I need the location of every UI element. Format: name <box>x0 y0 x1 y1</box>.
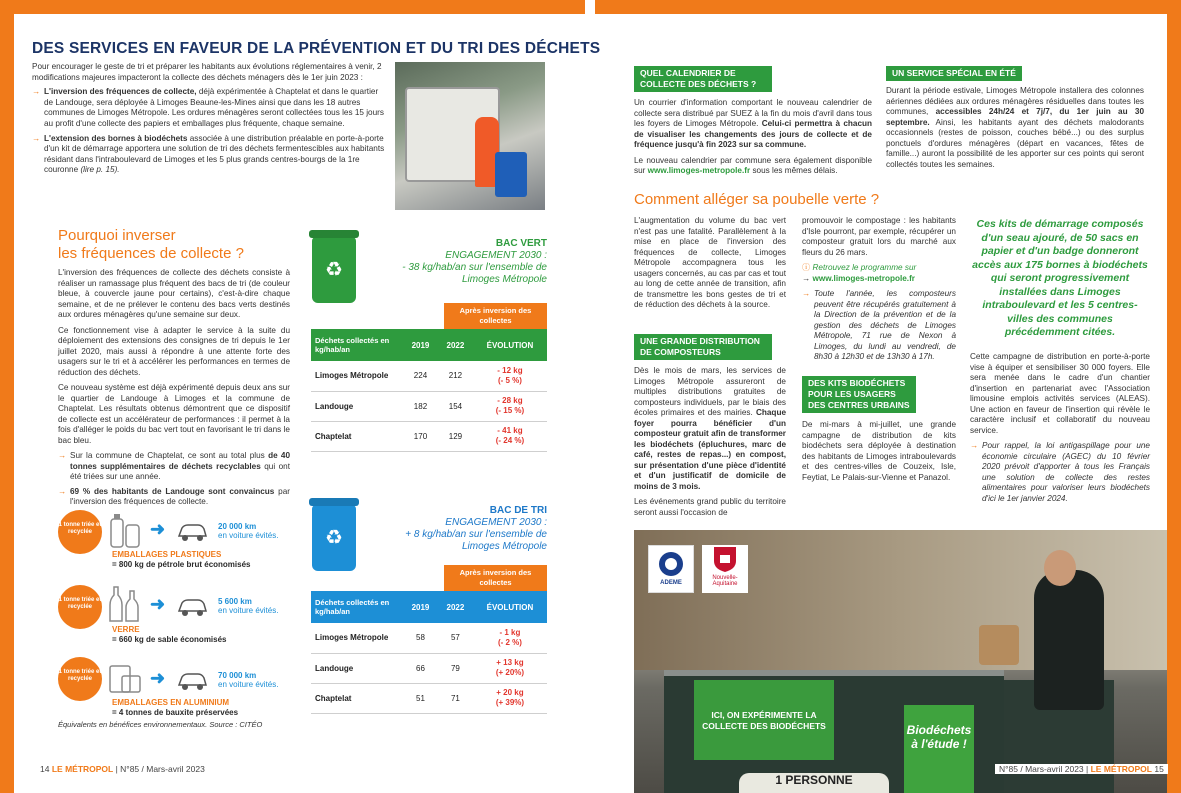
blue-engagement-target: + 8 kg/hab/an sur l'ensemble de Limoges Métropole <box>405 529 547 552</box>
program-label: Retrouvez le programme sur <box>812 263 917 272</box>
table-row <box>311 653 547 683</box>
photo-collection-truck <box>395 62 545 210</box>
aluminium-can-icon <box>108 660 142 698</box>
pull-quote: Ces kits de démarrage composés d'un seau ajouré, de 50 sacs en papier et d'un badge donneront accès aux 175 bornes à biodéchets qui seront progressivement installées dans Limoges intraboulevard et les 5 centres-villes des communes précédemment citées. <box>972 218 1148 338</box>
row-2022: 212 <box>448 371 463 381</box>
row-evolution <box>473 391 547 421</box>
km-avoided <box>218 522 278 540</box>
green-after-header: Après inversion des collectes <box>444 303 547 330</box>
calendar-body <box>634 98 872 182</box>
table-row <box>311 361 547 391</box>
tonne-badge: 1 tonne triée et recyclée <box>58 657 102 701</box>
green-bin-name: BAC VERT <box>495 238 547 249</box>
row-evolution <box>473 361 547 391</box>
col-header-2022: 2022 <box>446 340 465 350</box>
biodechets-sign: Biodéchets à l'étude ! <box>904 705 974 793</box>
km-value: 5 600 km <box>218 597 252 606</box>
row-evolution <box>473 683 547 713</box>
magazine-name: LE MÉTROPOL <box>1090 764 1152 774</box>
blue-after-header: Après inversion des collectes <box>444 565 547 592</box>
intro-paragraph: Pour encourager le geste de tri et préparer les habitants aux évolutions réglementaires à venir, 2 modifications majeures impacteront la collecte des déchets ménagers dès le 1er juin 2023 : <box>32 62 382 82</box>
composteur-info <box>802 289 956 363</box>
col1-p2-bold: Chaque foyer pourra bénéficier d'un composteur gratuit afin de transformer les biodéchets (épluchures, marc de café, restes de repas...) en compost, sur présentation d'une pièce d'identité et d'un justificatif de domicile de moins de 3 mois. <box>634 408 786 491</box>
page-title: DES SERVICES EN FAVEUR DE LA PRÉVENTION ET DU TRI DES DÉCHETS <box>32 40 601 57</box>
column-1 <box>634 216 786 316</box>
equivalence-label <box>112 698 238 718</box>
col3-paragraph-1: Cette campagne de distribution en porte-à-porte vise à équiper et sensibiliser 30 000 foyers. Elle sera menée dans le cadre d'un chantier d'insertion en partenariat avec l'Association limousine emplois activités services (ALEAS). Une action en faveur de l'insertion qui révèle le caractère inclusif et collaboratif du nouveau service. <box>970 352 1150 435</box>
program-link[interactable]: www.limoges-metropole.fr <box>812 273 915 283</box>
col1-paragraph-2 <box>634 366 786 492</box>
page-number: 14 <box>40 764 50 774</box>
row-name: Chaptelat <box>315 431 352 441</box>
evo-kg: - 12 kg <box>497 365 523 375</box>
col-header-category: Déchets collectés en kg/hab/an <box>315 598 390 616</box>
paragraph-3: Ce nouveau système est déjà expérimenté depuis deux ans sur le quartier de Landouge à Limoges et la commune de Chaptelat. Les résultats obtenus démontrent que ce dispositif de collecte est un accélérateur de performances : il permet à la fois d'alléger le poids du bac vert tout en favorisant le tri dans le bac bleu. <box>58 383 290 445</box>
blue-engagement-label: ENGAGEMENT 2030 : <box>445 517 547 528</box>
equivalence-label <box>112 625 227 645</box>
person-head <box>1044 550 1076 586</box>
program-line: ⓘ Retrouvez le programme sur → www.limoges-metropole.fr <box>802 263 917 283</box>
evo-kg: + 13 kg <box>496 658 524 667</box>
col2-paragraph-1: promouvoir le compostage : les habitants d'Isle pourront, par exemple, récupérer un composteur gratuit lors du marché aux fleurs du 26 mars. <box>802 216 956 257</box>
row-2019: 51 <box>416 693 425 703</box>
tag-composteurs: UNE GRANDE DISTRIBUTION DE COMPOSTEURS <box>634 334 772 360</box>
car-icon <box>176 521 208 543</box>
col-header-2022: 2022 <box>446 602 465 612</box>
calendar-paragraph-1 <box>634 98 872 151</box>
summer-body <box>886 86 1144 175</box>
col-header-2019: 2019 <box>411 340 430 350</box>
row-2022: 79 <box>450 663 460 673</box>
intro-bullet-2-bold: L'extension des bornes à biodéchets <box>44 133 188 143</box>
calendar-p2-b: sous les mêmes délais. <box>752 166 838 175</box>
km-avoided <box>218 597 278 615</box>
column-2 <box>802 216 956 367</box>
evo-pct: (- 2 %) <box>497 637 522 647</box>
summer-p2: Ainsi, les habitants ayant des déchets malodorants occasionnels (restes de poisson, couches bébé...) ou des surplus ponctuels d'ordures ménagères (départ en vacances, fêtes de famille...) auront la possibilité de les apporter sur ces points qui seront collectés toutes les semaines. <box>886 117 1145 169</box>
summer-paragraph <box>886 86 1144 170</box>
folio-left: 14 LE MÉTROPOL | N°85 / Mars-avril 2023 <box>40 764 205 774</box>
result-bullet-2-a: 69 % des habitants de Landouge sont convaincus <box>70 486 275 496</box>
arrow-right-icon: ➜ <box>150 668 166 688</box>
equivalent: = 800 kg de pétrole brut économisés <box>112 560 251 569</box>
nouvelle-aquitaine-logo <box>702 545 748 593</box>
row-evolution <box>473 421 547 451</box>
page-gutter <box>585 0 595 793</box>
folio-right: N°85 / Mars-avril 2023 | LE MÉTROPOL 15 <box>995 764 1168 774</box>
paper-bag <box>979 625 1019 665</box>
section-title-line-2: les fréquences de collecte ? <box>58 245 244 262</box>
col1-paragraph-3: Les événements grand public du territoire seront aussi l'occasion de <box>634 497 786 517</box>
green-engagement-label: ENGAGEMENT 2030 : <box>445 250 547 261</box>
row-2022: 57 <box>450 633 460 643</box>
row-evolution <box>473 623 547 653</box>
row-name: Landouge <box>315 401 354 411</box>
km-label: en voiture évités. <box>218 680 279 689</box>
info-icon: ⓘ <box>802 263 811 272</box>
evo-pct: (- 15 %) <box>495 406 525 415</box>
result-bullet-2-b: par l'inversion des fréquences de collecte. <box>70 486 291 506</box>
row-name: Chaptelat <box>315 693 352 703</box>
category: EMBALLAGES EN ALUMINIUM <box>112 698 230 707</box>
intro-text <box>32 62 387 176</box>
evo-pct: (+ 20%) <box>495 668 525 677</box>
tonne-badge: 1 tonne triée et recyclée <box>58 585 102 629</box>
car-icon <box>176 596 208 618</box>
tag-summer: UN SERVICE SPÉCIAL EN ÉTÉ <box>886 66 1022 81</box>
intro-bullet-1-bold: L'inversion des fréquences de collecte, <box>44 87 197 97</box>
evo-pct: (- 5 %) <box>497 375 522 385</box>
arrow-right-icon: ➜ <box>150 519 166 539</box>
inverser-body <box>58 268 290 512</box>
issue-info: N°85 / Mars-avril 2023 <box>999 764 1084 774</box>
partner-logos <box>648 545 748 593</box>
intro-bullet-1-text: déjà expérimentée à Chaptelat et dans le quartier de Landouge, sera déployée à Limoges Beaune-les-Mines ainsi que dans les 18 autres communes de Limoges Métropole. Les ordures ménagères seront collectées tous les 15 jours au profit d'une collecte des papiers et emballages plus fréquente, chaque semaine. <box>44 87 384 128</box>
column-3 <box>970 352 1150 508</box>
paragraph-2: Ce fonctionnement vise à adapter le service à la suite du déploiement des extensions des consignes de tri depuis le 1er juillet 2020, mais aussi à répondre à une attente forte des usagers sur le tri et à accélérer les performances en termes de réduction des déchets. <box>58 325 290 377</box>
result-bullet-2 <box>58 487 290 508</box>
intro-bullet-2-ref: (lire p. 15). <box>80 165 120 175</box>
col2-paragraph-2: De mi-mars à mi-juillet, une grande campagne de distribution de kits biodéchets sera déployée à destination des habitants de Limoges intraboulevards et des centres-villes de Couzeix, Isle, Feytiat, Le Palais-sur-Vienne et Panazol. <box>802 420 956 482</box>
blue-bin-icon <box>312 505 356 571</box>
blue-engagement <box>380 505 547 553</box>
km-avoided <box>218 671 278 689</box>
region-logo-text: Nouvelle-Aquitaine <box>712 575 738 587</box>
green-engagement-target: - 38 kg/hab/an sur l'ensemble de Limoges Métropole <box>402 262 547 285</box>
evo-pct: (- 24 %) <box>495 436 525 445</box>
table-row <box>311 623 547 653</box>
section-title-line-1: Pourquoi inverser <box>58 227 176 244</box>
row-2022: 71 <box>450 693 460 703</box>
summer-p1: Durant la période estivale, Limoges Métropole installera des colonnes aériennes dédiées aux ordures ménagères résiduelles dans toutes les communes, <box>886 86 1144 116</box>
blue-bin-name: BAC DE TRI <box>489 505 547 516</box>
result-bullet-1 <box>58 451 290 483</box>
row-name: Landouge <box>315 663 354 673</box>
km-label: en voiture évités. <box>218 531 279 540</box>
col-header-evolution: ÉVOLUTION <box>486 602 534 612</box>
experiment-panel: ICI, ON EXPÉRIMENTE LA COLLECTE DES BIODÉCHETS <box>694 680 834 760</box>
sticker-text: 1 PERSONNE <box>739 773 889 793</box>
magazine-name: LE MÉTROPOL <box>51 764 114 774</box>
equivalent: = 660 kg de sable économisés <box>112 635 227 644</box>
table-row <box>311 421 547 451</box>
equivalent: = 4 tonnes de bauxite préservées <box>112 708 239 717</box>
calendar-p2-a: Le nouveau calendrier par commune sera également disponible sur <box>634 155 872 175</box>
evo-pct: (+ 39%) <box>495 698 525 707</box>
section-title-inverser <box>58 227 244 263</box>
bin-shape <box>495 152 527 197</box>
car-icon <box>176 670 208 692</box>
issue-info: N°85 / Mars-avril 2023 <box>120 764 205 774</box>
green-bin-icon <box>312 237 356 303</box>
row-2019: 182 <box>413 401 428 411</box>
arrow-right-icon: ➜ <box>150 594 166 614</box>
equivalence-label <box>112 550 251 570</box>
calendar-p1: Un courrier d'information comportant le nouveau calendrier de collecte sera distribué par SUEZ à la fin du mois d'avril dans tous les foyers de Limoges Métropole. <box>634 98 872 128</box>
row-name: Limoges Métropole <box>315 371 389 381</box>
calendar-paragraph-2 <box>634 156 872 177</box>
blue-table <box>311 591 547 714</box>
section-title-alleger: Comment alléger sa poubelle verte ? <box>634 191 880 208</box>
row-2019: 58 <box>416 633 425 643</box>
col1-paragraph-1: L'augmentation du volume du bac vert n'est pas une fatalité. Parallèlement à la mise en place de l'inversion des fréquences de collecte, Limoges Métropole accompagnera tous les usagers concernés, au cas par cas et tout au long de cette année de transition, afin de transmettre les bons gestes de tri et de réduction des déchets à la source. <box>634 216 787 309</box>
row-name: Limoges Métropole <box>315 633 389 643</box>
evo-kg: - 41 kg <box>497 426 523 435</box>
tag-calendar: QUEL CALENDRIER DE COLLECTE DES DÉCHETS ? <box>634 66 772 92</box>
col-header-evolution: ÉVOLUTION <box>486 340 534 350</box>
evo-kg: - 1 kg <box>499 627 521 637</box>
ademe-logo <box>648 545 694 593</box>
person-shape <box>1034 570 1104 710</box>
table-row <box>311 683 547 713</box>
col-header-2019: 2019 <box>411 602 430 612</box>
paragraph-1: L'inversion des fréquences de collecte des déchets consiste à réaliser un ramassage plus fréquent des bacs de tri (de couleur bleue, à couvercle jaune pour certains), c'est-à-dire chaque semaine, et de ne prélever le contenu des bacs verts destinés aux ordures ménagères qu'une semaine sur deux. <box>58 268 290 319</box>
recycle-icon: ♻ <box>325 259 343 281</box>
recycle-icon: ♻ <box>325 527 343 549</box>
glass-bottles-icon <box>108 585 142 623</box>
result-bullet-1-c: qui ont été triées sur une année. <box>70 461 290 481</box>
column-2b <box>802 420 956 488</box>
row-evolution <box>473 653 547 683</box>
row-2022: 154 <box>448 401 463 411</box>
intro-bullet-2 <box>32 134 387 176</box>
agec-note <box>970 441 1150 504</box>
col1-p2: Dès le mois de mars, les services de Limoges Métropole assureront de multiples distributions gratuites de composteurs individuels, par le biais des écoles primaires et des mairies. <box>634 366 786 417</box>
col-header-category: Déchets collectés en kg/hab/an <box>315 336 390 354</box>
result-bullet-1-a: Sur la commune de Chaptelat, ce sont au total plus <box>70 451 265 460</box>
intro-bullet-2-text: associée à une distribution préalable en porte-à-porte d'un kit de démarrage apportera une solution de tri des déchets fermentescibles aux habitants résidant dans l'intraboulevard de Limoges et les 5 plus grands centres-bourgs de la 1re couronne <box>44 133 385 175</box>
category: EMBALLAGES PLASTIQUES <box>112 550 222 559</box>
green-table <box>311 329 547 452</box>
summer-bold: accessibles 24h/24 et 7j/7, du 1er juin au 30 septembre. <box>886 107 1144 127</box>
ademe-logo-text: ADEME <box>660 580 682 586</box>
row-2019: 66 <box>416 663 425 673</box>
row-2019: 224 <box>413 371 428 381</box>
row-2022: 129 <box>448 431 463 441</box>
km-value: 20 000 km <box>218 522 257 531</box>
result-bullet-1-b: de 40 tonnes supplémentaires de déchets recyclables <box>70 451 291 471</box>
agec-note-text: Pour rappel, la loi antigaspillage pour une économie circulaire (AGEC) du 10 février 2020 prévoit d'apporter à tous les Français une solution de collecte des restes alimentaires pour valoriser leurs biodéchets d'ici le 1er janvier 2024. <box>982 441 1150 503</box>
composteur-info-text: Toute l'année, les composteurs peuvent être récupérés gratuitement à la Direction de la prévention et de la gestion des déchets de Limoges Métropole, 71 rue de Nexon à Limoges, du lundi au vendredi, de 8h30 à 12h30 et de 13h30 à 17h. <box>814 289 956 361</box>
ademe-logo-mark <box>657 550 685 578</box>
website-link[interactable]: www.limoges-metropole.fr <box>647 166 751 175</box>
source-note: Équivalents en bénéfices environnementaux. Source : CITÉO <box>58 720 263 729</box>
evo-kg: + 20 kg <box>496 688 524 697</box>
tonne-badge: 1 tonne triée et recyclée <box>58 510 102 554</box>
category: VERRE <box>112 625 140 634</box>
tag-kits: DES KITS BIODÉCHETS POUR LES USAGERS DES CENTRES URBAINS <box>802 376 916 413</box>
intro-bullet-1 <box>32 87 387 129</box>
column-1b <box>634 366 786 523</box>
calendar-p1-bold: Celui-ci permettra à chacun de visualiser les changements des jours de collecte et de fréquence jusqu'à fin 2023 sur sa commune. <box>634 119 872 149</box>
km-value: 70 000 km <box>218 671 257 680</box>
evo-kg: - 28 kg <box>497 396 523 405</box>
row-2019: 170 <box>413 431 428 441</box>
page-number: 15 <box>1154 764 1164 774</box>
km-label: en voiture évités. <box>218 606 279 615</box>
green-engagement <box>380 238 547 286</box>
table-row <box>311 391 547 421</box>
plastic-bottles-icon <box>108 511 142 549</box>
region-shield-icon <box>712 545 738 573</box>
